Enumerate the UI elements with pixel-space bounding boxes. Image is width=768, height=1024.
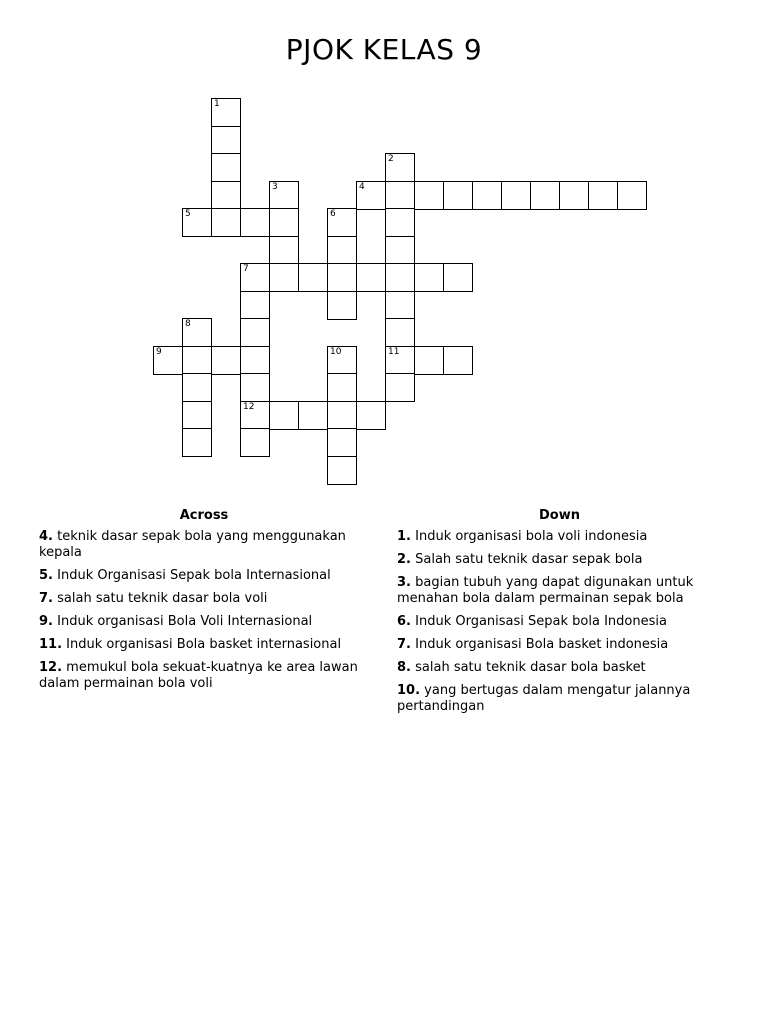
across-heading: Across: [179, 508, 229, 523]
grid-cell[interactable]: [559, 181, 589, 210]
grid-cell[interactable]: [385, 181, 415, 210]
clue-number: 3.: [397, 575, 411, 590]
clue-down-2: [397, 552, 722, 568]
clue-text: salah satu teknik dasar bola voli: [57, 591, 268, 606]
clue-text: Induk organisasi bola voli indonesia: [415, 529, 648, 544]
cell-number: 12: [243, 402, 255, 412]
clue-across-11: [39, 637, 369, 653]
grid-cell[interactable]: [211, 181, 241, 210]
clue-number: 11.: [39, 637, 63, 652]
clue-text: Induk organisasi Bola basket internasional: [66, 637, 342, 652]
grid-cell[interactable]: [385, 263, 415, 292]
grid-cell[interactable]: [356, 401, 386, 430]
grid-cell[interactable]: [327, 373, 357, 402]
clue-across-4: [39, 529, 369, 561]
cell-number: 3: [272, 182, 278, 192]
grid-cell[interactable]: [153, 346, 183, 375]
clue-number: 7.: [397, 637, 411, 652]
clue-text: teknik dasar sepak bola yang menggunakan kepala: [39, 529, 346, 560]
clue-down-10: [397, 683, 722, 715]
clue-number: 7.: [39, 591, 53, 606]
grid-cell[interactable]: [182, 346, 212, 375]
grid-cell[interactable]: [443, 263, 473, 292]
grid-cell[interactable]: [182, 318, 212, 347]
across-clues: [39, 508, 369, 699]
clue-number: 12.: [39, 660, 63, 675]
clue-across-7: [39, 591, 369, 607]
clue-across-9: [39, 614, 369, 630]
grid-cell[interactable]: [588, 181, 618, 210]
cell-number: 7: [243, 264, 249, 274]
clue-text: Salah satu teknik dasar sepak bola: [415, 552, 643, 567]
clue-number: 6.: [397, 614, 411, 629]
clue-text: memukul bola sekuat-kuatnya ke area lawan dalam permainan bola voli: [39, 660, 358, 691]
cell-number: 4: [359, 182, 365, 192]
grid-cell[interactable]: [327, 401, 357, 430]
clue-number: 4.: [39, 529, 53, 544]
cell-number: 9: [156, 347, 162, 357]
grid-cell[interactable]: [414, 263, 444, 292]
page-title: PJOK KELAS 9: [285, 33, 483, 66]
grid-cell[interactable]: [530, 181, 560, 210]
grid-cell[interactable]: [269, 208, 299, 237]
grid-cell[interactable]: [385, 208, 415, 237]
clue-text: Induk organisasi Bola Voli Internasional: [57, 614, 313, 629]
grid-cell[interactable]: [327, 291, 357, 320]
grid-cell[interactable]: [385, 236, 415, 265]
grid-cell[interactable]: [443, 346, 473, 375]
grid-cell[interactable]: [472, 181, 502, 210]
clue-text: Induk Organisasi Sepak bola Indonesia: [415, 614, 667, 629]
clue-down-6: [397, 614, 722, 630]
grid-cell[interactable]: [327, 236, 357, 265]
crossword-grid: [0, 0, 768, 500]
grid-cell[interactable]: [240, 208, 270, 237]
clue-number: 9.: [39, 614, 53, 629]
cell-number: 8: [185, 319, 191, 329]
down-clues: [397, 508, 722, 722]
grid-cell[interactable]: [211, 98, 241, 127]
grid-cell[interactable]: [327, 456, 357, 485]
grid-cell[interactable]: [617, 181, 647, 210]
clue-text: bagian tubuh yang dapat digunakan untuk menahan bola dalam permainan sepak bola: [397, 575, 694, 606]
grid-cell[interactable]: [298, 401, 328, 430]
clue-across-5: [39, 568, 369, 584]
clue-text: salah satu teknik dasar bola basket: [415, 660, 646, 675]
grid-cell[interactable]: [269, 401, 299, 430]
grid-cell[interactable]: [240, 428, 270, 457]
clue-down-1: [397, 529, 722, 545]
grid-cell[interactable]: [240, 263, 270, 292]
grid-cell[interactable]: [240, 401, 270, 430]
grid-cell[interactable]: [385, 373, 415, 402]
cell-number: 1: [214, 99, 220, 109]
cell-number: 11: [388, 347, 400, 357]
grid-cell[interactable]: [240, 318, 270, 347]
clue-number: 10.: [397, 683, 421, 698]
clue-number: 2.: [397, 552, 411, 567]
grid-cell[interactable]: [385, 346, 415, 375]
clue-down-7: [397, 637, 722, 653]
cell-number: 2: [388, 154, 394, 164]
grid-cell[interactable]: [443, 181, 473, 210]
grid-cell[interactable]: [356, 181, 386, 210]
grid-cell[interactable]: [182, 373, 212, 402]
grid-cell[interactable]: [327, 428, 357, 457]
clue-down-8: [397, 660, 722, 676]
cell-number: 5: [185, 209, 191, 219]
down-heading: Down: [539, 508, 580, 523]
clue-number: 1.: [397, 529, 411, 544]
grid-cell[interactable]: [327, 208, 357, 237]
clue-text: Induk organisasi Bola basket indonesia: [415, 637, 669, 652]
grid-cell[interactable]: [211, 346, 241, 375]
grid-cell[interactable]: [385, 318, 415, 347]
clue-down-3: [397, 575, 722, 607]
grid-cell[interactable]: [385, 291, 415, 320]
grid-cell[interactable]: [182, 208, 212, 237]
grid-cell[interactable]: [414, 346, 444, 375]
cell-number: 10: [330, 347, 342, 357]
grid-cell[interactable]: [211, 126, 241, 155]
grid-cell[interactable]: [327, 346, 357, 375]
grid-cell[interactable]: [240, 373, 270, 402]
clue-text: Induk Organisasi Sepak bola Internasional: [57, 568, 331, 583]
grid-cell[interactable]: [414, 181, 444, 210]
grid-cell[interactable]: [211, 208, 241, 237]
grid-cell[interactable]: [356, 263, 386, 292]
grid-cell[interactable]: [182, 401, 212, 430]
grid-cell[interactable]: [269, 236, 299, 265]
grid-cell[interactable]: [211, 153, 241, 182]
clue-number: 8.: [397, 660, 411, 675]
grid-cell[interactable]: [240, 346, 270, 375]
grid-cell[interactable]: [501, 181, 531, 210]
clue-text: yang bertugas dalam mengatur jalannya pertandingan: [397, 683, 691, 714]
grid-cell[interactable]: [385, 153, 415, 182]
clue-across-12: [39, 660, 369, 692]
grid-cell[interactable]: [327, 263, 357, 292]
grid-cell[interactable]: [240, 291, 270, 320]
grid-cell[interactable]: [298, 263, 328, 292]
grid-cell[interactable]: [269, 181, 299, 210]
grid-cell[interactable]: [182, 428, 212, 457]
cell-number: 6: [330, 209, 336, 219]
clue-number: 5.: [39, 568, 53, 583]
grid-cell[interactable]: [269, 263, 299, 292]
